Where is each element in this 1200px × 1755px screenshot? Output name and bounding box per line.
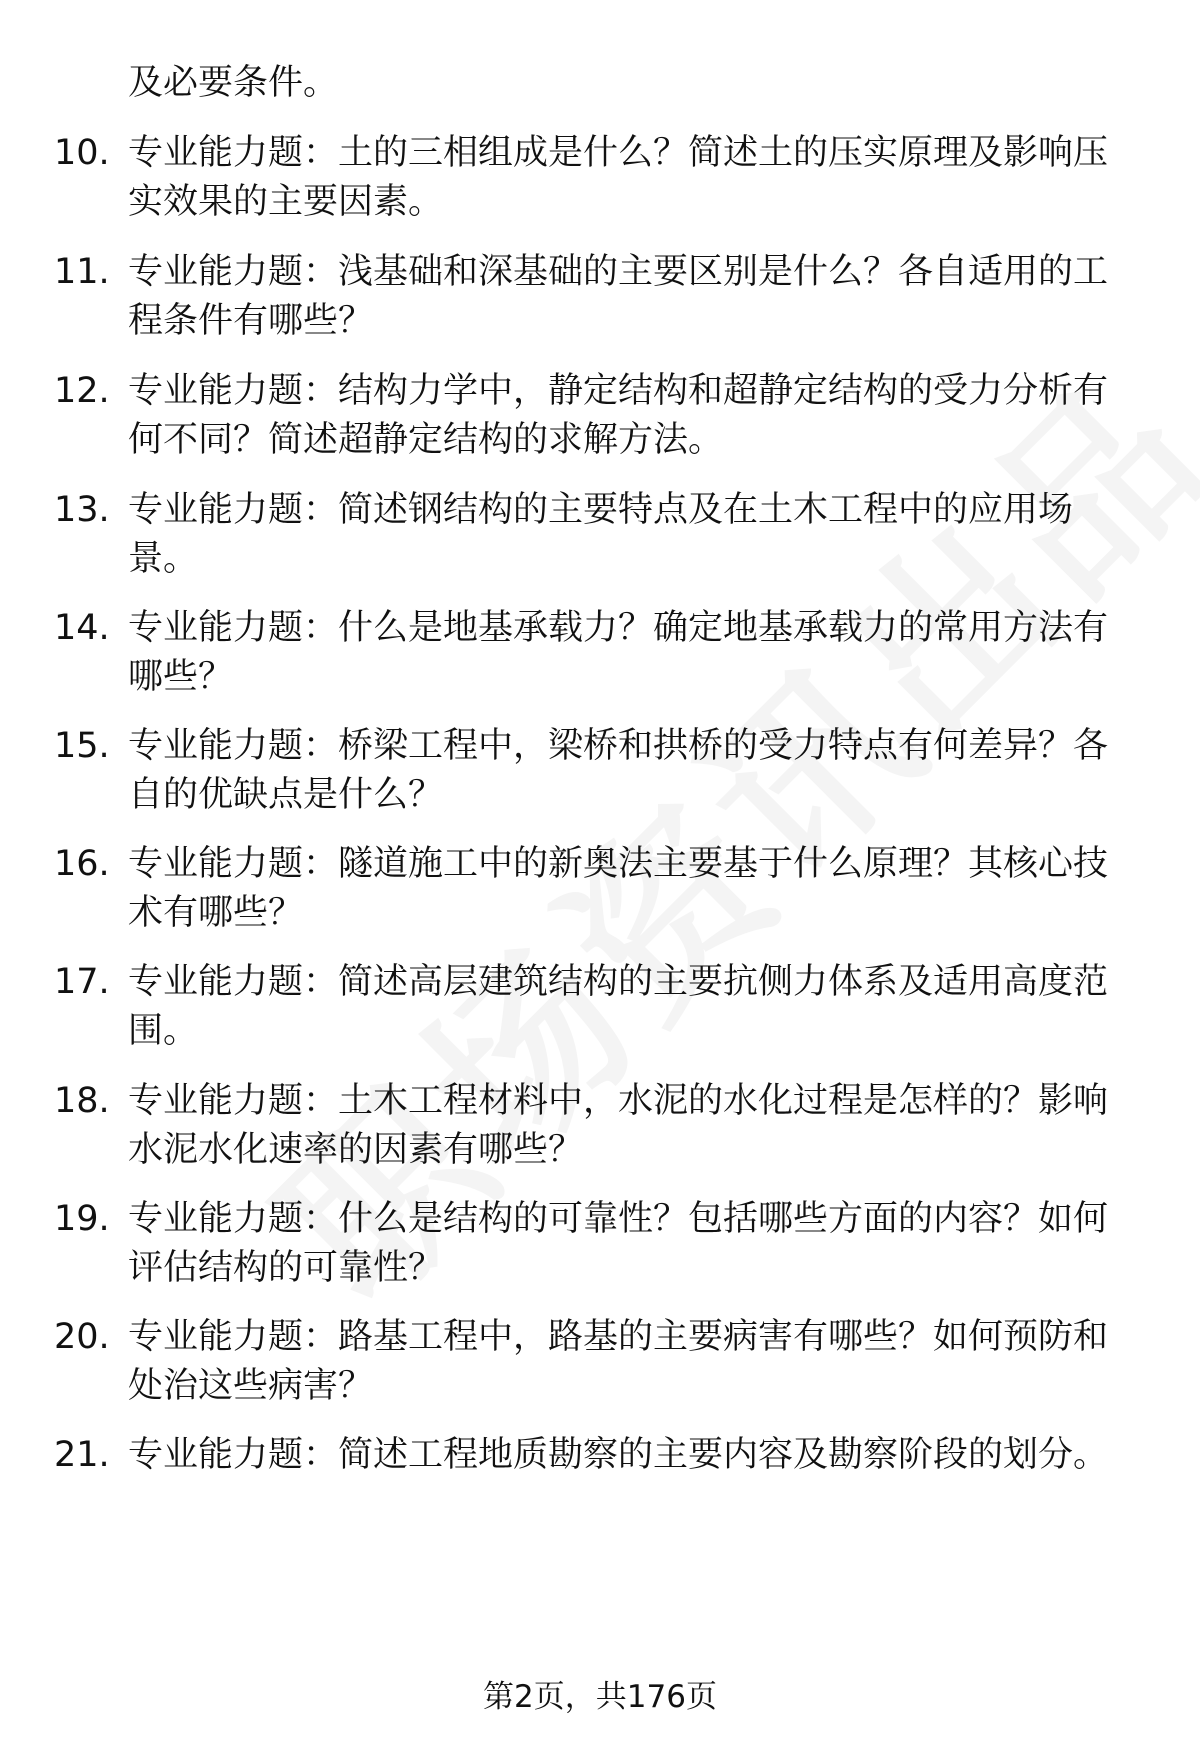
question-text: 专业能力题：简述高层建筑结构的主要抗侧力体系及适用高度范围。 xyxy=(128,962,1109,1051)
question-text: 专业能力题：土的三相组成是什么？简述土的压实原理及影响压实效果的主要因素。 xyxy=(128,133,1109,222)
question-number: 15. xyxy=(54,726,110,766)
question-text: 专业能力题：浅基础和深基础的主要区别是什么？各自适用的工程条件有哪些？ xyxy=(128,252,1109,341)
question-number: 16. xyxy=(54,844,110,884)
question-text: 专业能力题：桥梁工程中，梁桥和拱桥的受力特点有何差异？各自的优缺点是什么？ xyxy=(128,726,1109,815)
question-number: 17. xyxy=(54,962,110,1002)
question-number: 18. xyxy=(54,1081,110,1121)
page-footer xyxy=(0,1675,1200,1719)
question-text: 专业能力题：土木工程材料中，水泥的水化过程是怎样的？影响水泥水化速率的因素有哪些？ xyxy=(128,1081,1109,1170)
question-text: 专业能力题：简述工程地质勘察的主要内容及勘察阶段的划分。 xyxy=(128,1435,1109,1475)
question-number: 10. xyxy=(54,133,110,173)
question-text: 专业能力题：隧道施工中的新奥法主要基于什么原理？其核心技术有哪些？ xyxy=(128,844,1109,933)
question-text: 专业能力题：路基工程中，路基的主要病害有哪些？如何预防和处治这些病害？ xyxy=(128,1317,1109,1406)
previous-question-continuation: 及必要条件。 xyxy=(128,63,339,103)
question-number: 13. xyxy=(54,490,110,530)
question-number: 11. xyxy=(54,252,110,292)
question-text: 专业能力题：什么是结构的可靠性？包括哪些方面的内容？如何评估结构的可靠性？ xyxy=(128,1199,1109,1288)
question-number: 14. xyxy=(54,608,110,648)
question-number: 19. xyxy=(54,1199,110,1239)
question-number: 12. xyxy=(54,371,110,411)
question-text: 专业能力题：结构力学中，静定结构和超静定结构的受力分析有何不同？简述超静定结构的求解方法。 xyxy=(128,371,1109,460)
question-text: 专业能力题：什么是地基承载力？确定地基承载力的常用方法有哪些？ xyxy=(128,608,1109,697)
question-number: 20. xyxy=(54,1317,110,1357)
question-text: 专业能力题：简述钢结构的主要特点及在土木工程中的应用场景。 xyxy=(128,490,1074,579)
question-number: 21. xyxy=(54,1435,110,1475)
page-number-indicator: 第2页，共176页 xyxy=(483,1679,717,1715)
